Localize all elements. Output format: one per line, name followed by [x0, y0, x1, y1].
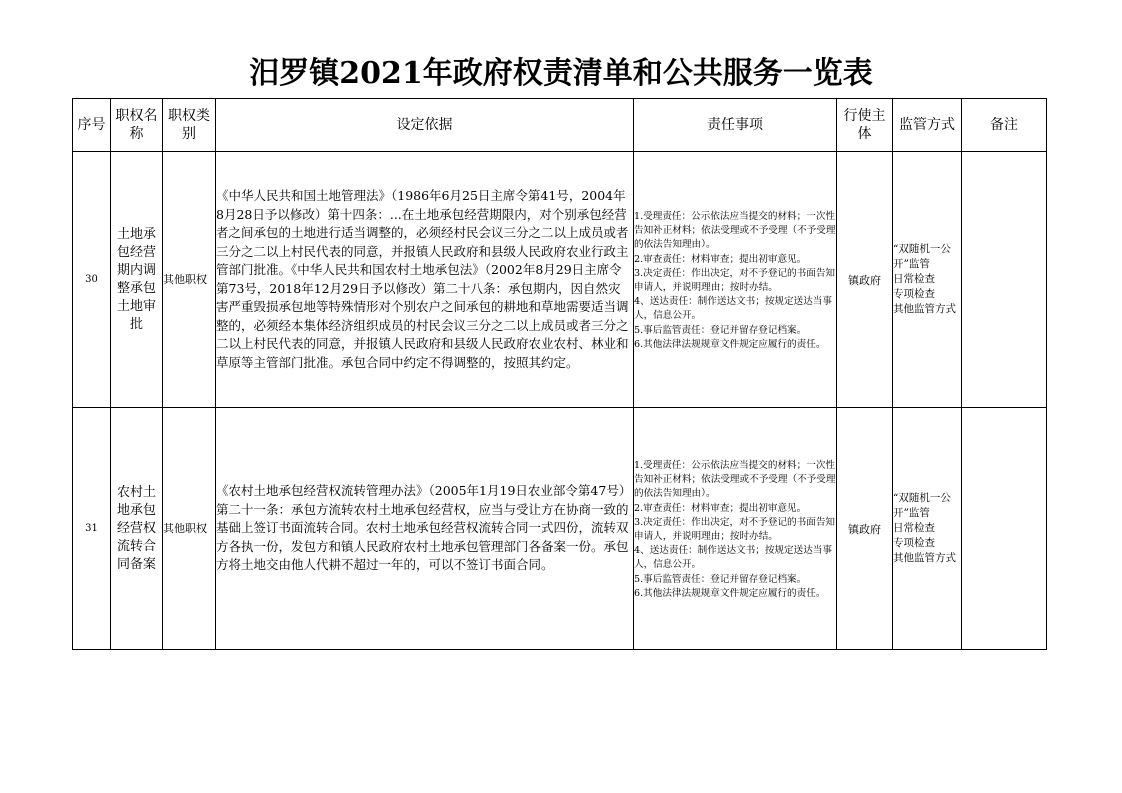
power-type-cell: 其他职权: [163, 152, 216, 408]
subject-cell: 镇政府: [837, 152, 893, 408]
duty-item: 5.事后监管责任：登记并留存登记档案。: [634, 573, 807, 585]
power-list-table: [72, 98, 1047, 650]
supervision-item: “双随机一公开”监管: [893, 492, 951, 519]
remarks-cell: [962, 408, 1047, 650]
duty-item: 3.决定责任：作出决定，对不予登记的书面告知申请人，并说明理由；按时办结。: [634, 516, 836, 542]
supervision-item: 专项检查: [893, 537, 935, 549]
duties-cell: [634, 152, 837, 408]
supervision-cell: [893, 408, 962, 650]
remarks-cell: [962, 152, 1047, 408]
table-row: [73, 152, 1047, 408]
duty-item: 4、送达责任：制作送达文书；按规定送达当事人，信息公开。: [634, 545, 832, 571]
power-name-cell: 农村土地承包经营权流转合同备案: [111, 408, 163, 650]
power-name-cell: 土地承包经营期内调整承包土地审批: [111, 152, 163, 408]
duty-item: 1.受理责任：公示依法应当提交的材料；一次性告知补正材料；依法受理或不予受理（不予受理的依法告知理由）。: [634, 210, 836, 251]
header-remarks: 备注: [962, 99, 1047, 152]
header-row: [73, 99, 1047, 152]
power-type-cell: 其他职权: [163, 408, 216, 650]
duty-item: 3.决定责任：作出决定，对不予登记的书面告知申请人，并说明理由；按时办结。: [634, 267, 836, 293]
duty-item: 6.其他法律法规规章文件规定应履行的责任。: [634, 587, 826, 599]
header-seq: 序号: [73, 99, 111, 152]
basis-cell: 《中华人民共和国土地管理法》（1986年6月25日主席令第41号，2004年8月28日予以修改）第十四条：...在土地承包经营期限内，对个别承包经营者之间承包的土地进行适当调整的，必须经村民会议三分之二以上成员或者三分之二以上村民代表的同意，并报镇人民政府和县级人民政府农业行政主管部门批准。《中华人民共和国农村土地承包法》（2002年8月29日主席令第73号，2018年12月29日予以修改）第二十八条：承包期内，因自然灾害严重毁损承包地等特殊情形对个别农户之间承包的耕地和草地需要适当调整的，必须经本集体经济组织成员的村民会议三分之二以上成员或者三分之二以上村民代表的同意，并报镇人民政府和县级人民政府农业农村、林业和草原等主管部门批准。承包合同中约定不得调整的，按照其约定。: [216, 152, 634, 408]
supervision-item: 日常检查: [893, 522, 935, 534]
subject-cell: 镇政府: [837, 408, 893, 650]
duty-item: 2.审查责任：材料审查；提出初审意见。: [634, 253, 807, 265]
duty-item: 2.审查责任：材料审查；提出初审意见。: [634, 502, 807, 514]
duty-item: 4、送达责任：制作送达文书；按规定送达当事人，信息公开。: [634, 296, 832, 322]
header-supervision: 监管方式: [893, 99, 962, 152]
header-basis: 设定依据: [216, 99, 634, 152]
supervision-item: 专项检查: [893, 288, 935, 300]
header-power-name: 职权名称: [111, 99, 163, 152]
supervision-item: 日常检查: [893, 273, 935, 285]
duty-item: 6.其他法律法规规章文件规定应履行的责任。: [634, 338, 826, 350]
seq-cell: 30: [73, 152, 111, 408]
supervision-item: 其他监管方式: [893, 303, 956, 315]
header-subject: 行使主体: [837, 99, 893, 152]
basis-cell: 《农村土地承包经营权流转管理办法》（2005年1月19日农业部令第47号）第二十一条：承包方流转农村土地承包经营权，应当与受让方在协商一致的基础上签订书面流转合同。农村土地承包经营权流转合同一式四份，流转双方各执一份，发包方和镇人民政府农村土地承包管理部门各备案一份。承包方将土地交由他人代耕不超过一年的，可以不签订书面合同。: [216, 408, 634, 650]
supervision-item: “双随机一公开”监管: [893, 243, 951, 270]
duty-item: 1.受理责任：公示依法应当提交的材料；一次性告知补正材料；依法受理或不予受理（不予受理的依法告知理由）。: [634, 459, 836, 500]
table-row: [73, 408, 1047, 650]
supervision-cell: [893, 152, 962, 408]
duty-item: 5.事后监管责任：登记并留存登记档案。: [634, 324, 807, 336]
duties-cell: [634, 408, 837, 650]
supervision-item: 其他监管方式: [893, 552, 956, 564]
header-duties: 责任事项: [634, 99, 837, 152]
header-power-type: 职权类别: [163, 99, 216, 152]
seq-cell: 31: [73, 408, 111, 650]
page-title: 汨罗镇2021年政府权责清单和公共服务一览表: [249, 56, 873, 91]
